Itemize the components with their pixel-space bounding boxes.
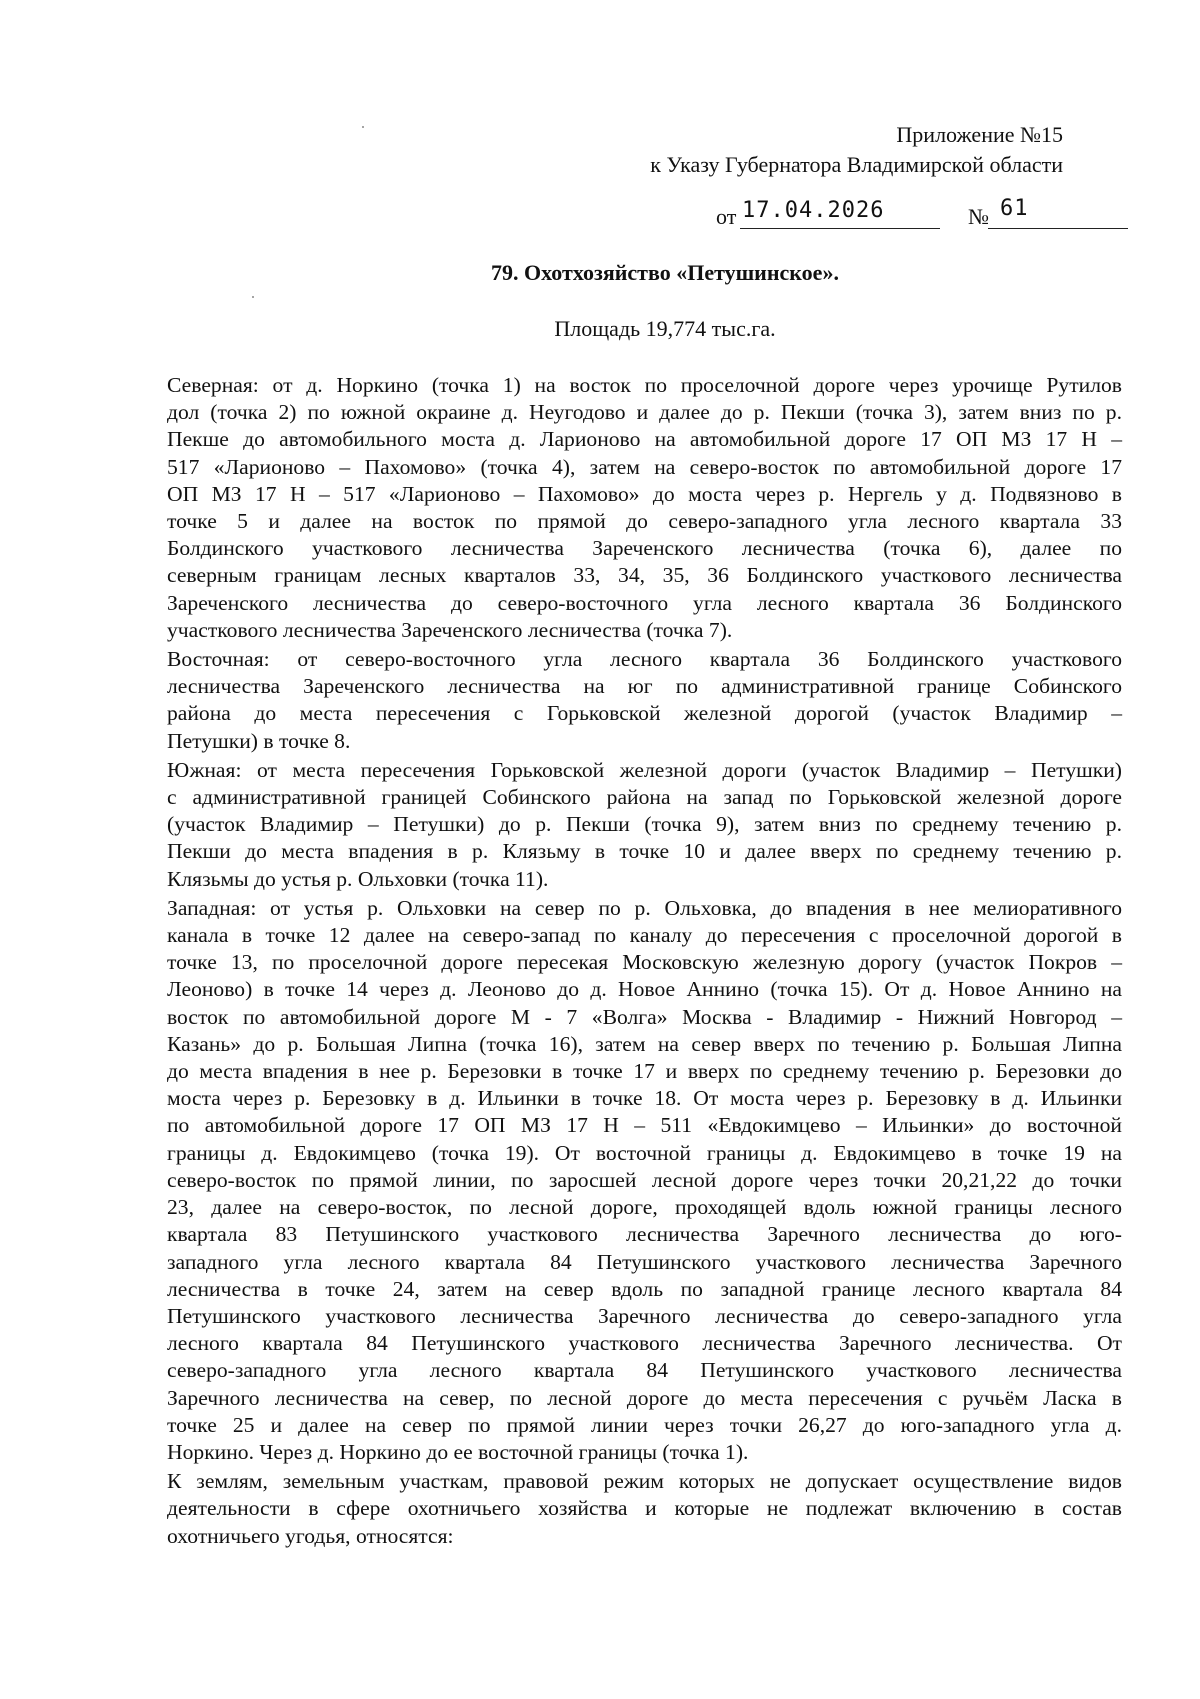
text-line: западного угла лесного квартала 84 Петушинского участкового лесничества Заречного xyxy=(167,1249,1122,1274)
decree-date-number-line xyxy=(716,198,1128,232)
appendix-header xyxy=(650,120,1063,180)
text-line: Южная: от места пересечения Горьковской железной дороги (участок Владимир – Петушки) xyxy=(167,757,1122,782)
section-west xyxy=(167,895,1122,1466)
text-line: Норкино. Через д. Норкино до ее восточной границы (точка 1). xyxy=(167,1439,749,1464)
appendix-number: Приложение №15 xyxy=(896,122,1063,147)
section-excluded-lands xyxy=(167,1468,1122,1550)
text-line: деятельности в сфере охотничьего хозяйства и которые не подлежат включению в состав xyxy=(167,1496,1122,1521)
date-value: 17.04.2026 xyxy=(742,198,885,223)
text-line: Северная: от д. Норкино (точка 1) на восток по проселочной дороге через урочище Рутилов xyxy=(167,373,1122,397)
text-line: северо-восток по прямой линии, по заросшей лесной дороге через точки 20,21,22 до точки xyxy=(167,1167,1122,1192)
section-east xyxy=(167,646,1122,755)
text-line: точке 5 и далее на восток по прямой до северо-западного угла лесного квартала 33 xyxy=(167,509,1122,534)
text-line: Леоново) в точке 14 через д. Леоново до д. Новое Аннино (точка 15). От д. Новое Аннино на xyxy=(167,977,1122,1002)
text-line: с административной границей Собинского района на запад по Горьковской железной дороге xyxy=(167,785,1122,810)
document-title: 79. Охотхозяйство «Петушинское». xyxy=(491,260,839,285)
text-line: Пекше до автомобильного моста д. Ларионово на автомобильной дороге 17 ОП МЗ 17 Н – xyxy=(167,427,1122,452)
text-line: квартала 83 Петушинского участкового лесничества Заречного лесничества до юго- xyxy=(167,1222,1122,1247)
text-line: точке 13, по проселочной дороге пересекая Московскую железную дорогу (участок Покров – xyxy=(167,950,1122,975)
text-line: границы д. Евдокимцево (точка 19). От восточной границы д. Евдокимцево в точке 19 на xyxy=(167,1140,1122,1165)
section-north xyxy=(167,372,1122,644)
text-line: ОП МЗ 17 Н – 517 «Ларионово – Пахомово» до моста через р. Нергель у д. Подвязново в xyxy=(167,481,1122,506)
text-line: северным границам лесных кварталов 33, 34, 35, 36 Болдинского участкового лесничества xyxy=(167,563,1122,588)
number-value: 61 xyxy=(1000,196,1029,221)
text-line: К землям, земельным участкам, правовой режим которых не допускает осуществление видов xyxy=(167,1469,1122,1494)
text-line: Петушинского участкового лесничества Заречного лесничества до северо-западного угла xyxy=(167,1303,1122,1328)
text-line: участкового лесничества Зареченского лесничества (точка 7). xyxy=(167,617,733,642)
text-line: охотничьего угодья, относятся: xyxy=(167,1523,454,1548)
text-line: (участок Владимир – Петушки) до р. Пекши (точка 9), затем вниз по среднему течению р. xyxy=(167,812,1122,837)
area-statement: Площадь 19,774 тыс.га. xyxy=(554,316,776,341)
text-line: дол (точка 2) по южной окраине д. Неугодово и далее до р. Пекши (точка 3), затем вниз по р. xyxy=(167,400,1122,425)
text-line: 517 «Ларионово – Пахомово» (точка 4), затем на северо-восток по автомобильной дороге 17 xyxy=(167,454,1122,479)
text-line: восток по автомобильной дороге М - 7 «Волга» Москва - Владимир - Нижний Новгород – xyxy=(167,1004,1122,1029)
text-line: Зареченского лесничества до северо-восточного угла лесного квартала 36 Болдинского xyxy=(167,590,1122,615)
appendix-decree-reference: к Указу Губернатора Владимирской области xyxy=(650,152,1063,177)
text-line: Заречного лесничества на север, по лесной дороге до места пересечения с ручьём Ласка в xyxy=(167,1385,1122,1410)
text-line: лесничества Зареченского лесничества на юг по административной границе Собинского xyxy=(167,674,1122,699)
number-label: № xyxy=(968,204,989,229)
text-line: лесного квартала 84 Петушинского участкового лесничества Заречного лесничества. От xyxy=(167,1331,1122,1356)
text-line: лесничества в точке 24, затем на север вдоль по западной границе лесного квартала 84 xyxy=(167,1276,1122,1301)
date-underline xyxy=(740,228,940,229)
text-line: канала в точке 12 далее на северо-запад по каналу до пересечения с проселочной дорогой в xyxy=(167,923,1122,948)
text-line: Болдинского участкового лесничества Зареченского лесничества (точка 6), далее по xyxy=(167,536,1122,561)
text-line: моста через р. Березовку в д. Ильинки в точке 18. От моста через р. Березовку в д. Ильинки xyxy=(167,1086,1122,1111)
text-line: Клязьмы до устья р. Ольховки (точка 11). xyxy=(167,866,549,891)
number-underline xyxy=(988,228,1128,229)
boundary-description xyxy=(167,372,1122,1552)
text-line: Восточная: от северо-восточного угла лесного квартала 36 Болдинского участкового xyxy=(167,647,1122,672)
date-label: от xyxy=(716,204,737,229)
text-line: 23, далее на северо-восток, по лесной дороге, проходящей вдоль южной границы лесного xyxy=(167,1195,1122,1220)
scan-speck xyxy=(252,296,254,298)
text-line: Западная: от устья р. Ольховки на север по р. Ольховка, до впадения в нее мелиоративного xyxy=(167,895,1122,920)
text-line: до места впадения в нее р. Березовки в точке 17 и вверх по среднему течению р. Березовки до xyxy=(167,1059,1122,1084)
text-line: по автомобильной дороге 17 ОП МЗ 17 Н – 511 «Евдокимцево – Ильинки» до восточной xyxy=(167,1113,1122,1138)
text-line: Казань» до р. Большая Липна (точка 16), затем на север вверх по течению р. Большая Липна xyxy=(167,1031,1122,1056)
text-line: района до места пересечения с Горьковской железной дорогой (участок Владимир – xyxy=(167,701,1122,726)
text-line: Петушки) в точке 8. xyxy=(167,728,351,753)
text-line: Пекши до места впадения в р. Клязьму в точке 10 и далее вверх по среднему течению р. xyxy=(167,839,1122,864)
text-line: северо-западного угла лесного квартала 84 Петушинского участкового лесничества xyxy=(167,1358,1122,1383)
scan-speck xyxy=(362,126,364,128)
text-line: точке 25 и далее на север по прямой линии через точки 26,27 до юго-западного угла д. xyxy=(167,1412,1122,1437)
section-south xyxy=(167,757,1122,893)
